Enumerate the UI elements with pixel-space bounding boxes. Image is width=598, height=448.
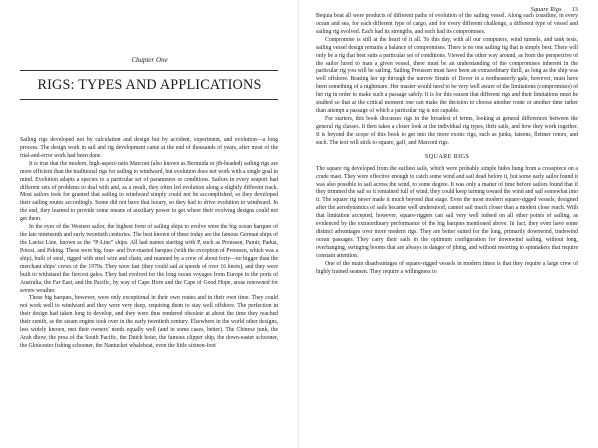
paragraph: Sailing rigs developed not by calculation and design but by accident, experiment, and evolution—a long process. The design work in sail and rig development came at the end of thousands of years, after most of the trial-and-error work had been done. [20, 137, 278, 159]
paragraph: It is true that the modern, high-aspect-ratio Marconi (also known as Bermuda or jib-headed) sailing rigs are more efficient than the traditional rigs for sailing to windward, but evolution does not work with a single goal in mind. Evolution adapts a species to a particular set of parameters or conditions. Sailors in every seaport had different sets of problems to deal with and, as a result, they often led evolution along a slightly different track. Most sailors took for granted that sailing to windward simply could not be accomplished, so they developed their sailing routes accordingly. Some did not have that luxury, so they had to drive evolution to windward. In the end, they learned to provide some means of auxiliary power to get where their evolving designs could not get them. [20, 160, 278, 223]
left-body-text [20, 137, 278, 351]
paragraph: These big barques, however, were only exceptional in their own routes and in their own time. They could not work well to windward and they were very deep, requiring them to stay well offshore. The perfection in their design had taken long to develop, and they were thus rendered obsolete at about the time they reached their zenith, as the steam engine took over in the early twentieth century. Elsewhere in the world other designs, less widely known, met their owners’ needs equally well (and in some cases, better). The Chinese junk, the Arab dhow, the proa of the South Pacific, the Dutch boier, the famous clipper ship, the down-easter schooner, the Gloucester fishing schooner, the Nantucket whaleboat, even the little sixteen-foot [20, 295, 278, 349]
running-head [531, 6, 578, 13]
chapter-rule-top [20, 70, 278, 71]
running-head-title: Square Rigs [530, 6, 562, 13]
section-heading: SQUARE RIGS [424, 152, 470, 160]
page-number: 13 [571, 6, 578, 13]
chapter-title: RIGS: TYPES AND APPLICATIONS [37, 77, 262, 93]
right-page [299, 0, 598, 448]
paragraph: For starters, this book discusses rigs in the broadest of terms, looking at general differences between the general rig classes. It then takes a closer look at the individual rig types, their sails, and how they work together. It is beyond the scope of this book to get into the more exotic rigs, such as junks, lateens, flettner rotors, and such. The text will stick to square, gaff, and Marconi rigs. [316, 115, 578, 146]
paragraph: The square rig developed from the earliest sails, which were probably simple hides hung from a crosspiece on a crude mast. They were effective enough to catch some wind and sail dead before it, but some early sailor found it was also possible to sail across the wind, to some degree. It was only a matter of time before sailors found that if they trimmed the sail so it remained full of wind, they could keep turning toward the wind and sail somewhat into it. The square rig never made it much beyond that stage. Even the most modern square-rigged vessels, designed after the aerodynamics of sails became well understood, cannot sail much closer than a modest close reach. With that limitation accepted, however, square-riggers can sail very well indeed on all other points of sailing, as evidenced by the extraordinary performance of the big barques mentioned above. In fact, they even have some distinct advantages over more modern rigs. They are better suited for the long, primarily downwind, tradewind ocean passages. They carry their sails in the optimum configuration for downwind sailing, without long, overhanging, swinging booms that are always in danger of jibing, and without resorting to spinnakers that require constant attention. [316, 165, 578, 259]
paragraph: Bequia boat all were products of different paths of evolution of the sailing vessel. Along each coastline, in every ocean and sea, for each different type of cargo, and for every different challenge, a different type of vessel and sailing rig evolved. Each had its strengths, and each had its compromises. [316, 13, 578, 35]
chapter-label: Chapter One [131, 56, 168, 64]
chapter-rule-bottom [20, 99, 278, 100]
paragraph: One of the main disadvantages of square-rigged vessels in modern times is that they require a large crew of highly trained seamen. They require a willingness to [316, 260, 578, 275]
right-body-text [316, 13, 578, 277]
paragraph: In the eyes of the Western sailor, the highest form of sailing ships to evolve were the big ocean barques of the late nineteenth and early twentieth centuries. The best known of these today are the famous German ships of the Laeisz Line, known as the “P-Line” ships. All had names starting with P, such as Preussen, Pamir, Padua, Potosi, and Peking. These were big, four- and five-masted barques (with the exception of Preussen, which was a ship), built of steel, rigged with steel wire and chain, and manned by a crew of about forty—no bigger than the merchant ships’ crews of the 1970s. They were fast (they could sail at speeds of over 16 knots), and they were built to withstand the fiercest gales. They had evolved for the long ocean voyages from Europe to the ports of Australia, the Far East, and the Pacific, by way of Cape Horn and the Cape of Good Hope, areas renowned for severe weather. [20, 224, 278, 294]
paragraph: Compromise is still at the heart of it all. To this day, with all our computers, wind tunnels, and tank tests, sailing vessel design remains a balance of compromises. There is no one sailing rig that is simply best. There will only be a rig that best suits a particular set of conditions. Viewed the other way around, as from the perspective of the sailor lured to man a given vessel, there must be an understanding of the compromises inherent in the particular rig you will be sailing. Sailing Preussen must have been an extraordinary thrill, as long as the ship was well offshore. Beating her up through the narrow Straits of Dover in a northeasterly gale, however, must have been something of a nightmare. Her master would need to be very well aware of the limitations (compromises) of her rig in order to make such a passage safely. It is for this reason that different rigs and their limitations must be studied so that at the critical moment one can make the decision to choose another route or another time rather than attempt a passage of which a particular rig is not capable. [316, 36, 578, 115]
